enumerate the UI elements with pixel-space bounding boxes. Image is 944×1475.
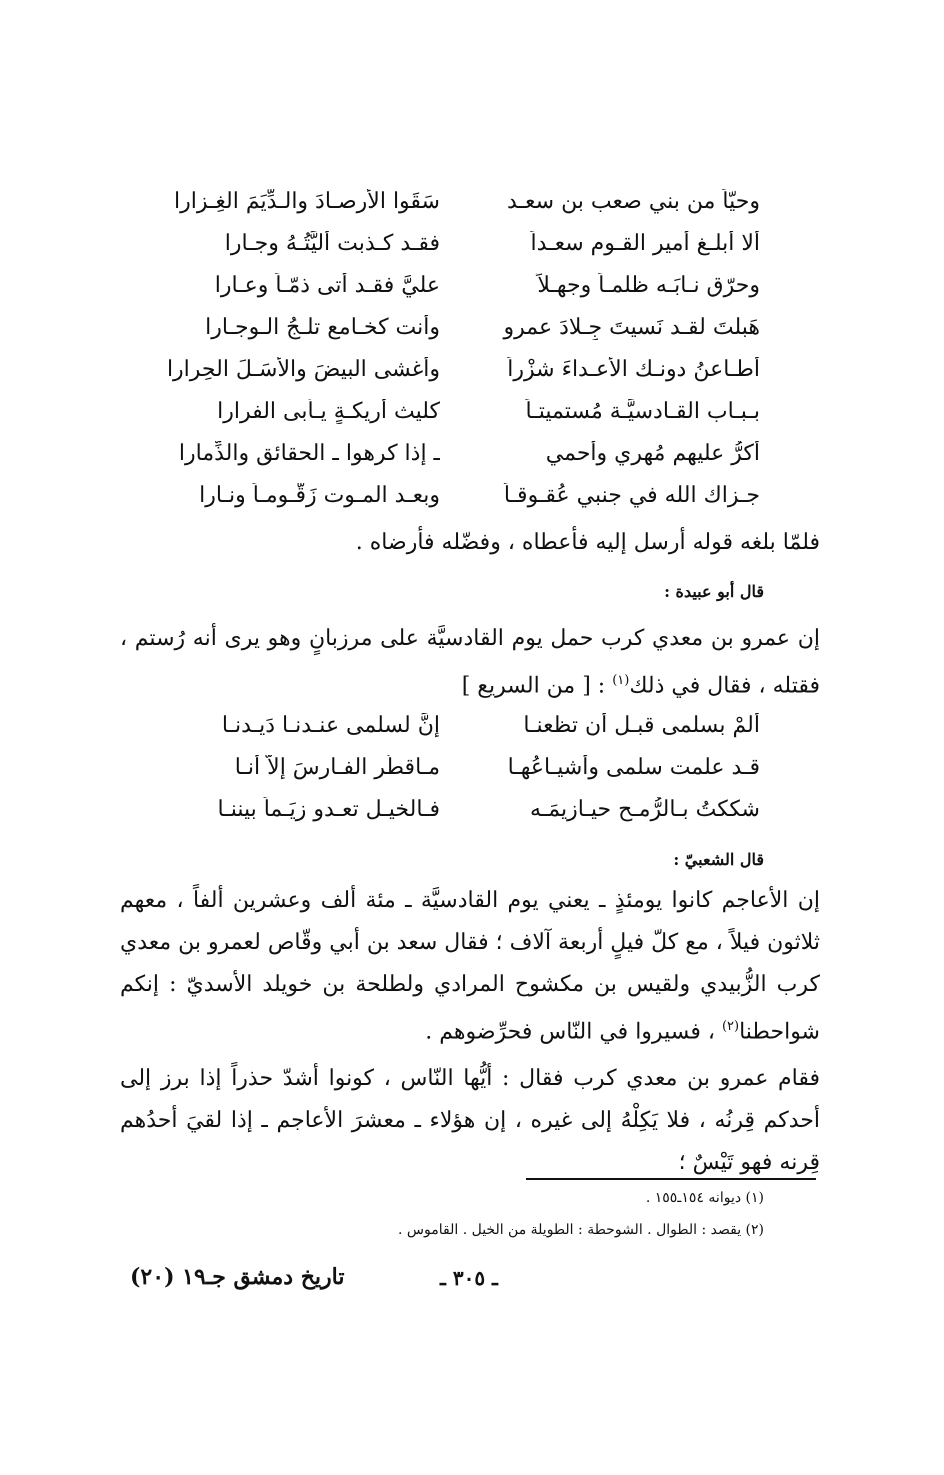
poem-2 (160, 704, 760, 830)
verse (160, 306, 760, 348)
running-title: تاريخ دمشق جـ١٩ (٢٠) (130, 1264, 345, 1290)
verse (160, 788, 760, 830)
footnote: (٢) يقصد : الطوال . الشوحطة : الطويلة من الخيل . القاموس . (398, 1222, 764, 1238)
hemistich-first: أكرُّ عليهم مُهري وأحمي (545, 440, 760, 466)
paragraph (120, 618, 820, 707)
hemistich-second: مـاقطّر الفـارسَ إلاّ أنـا (234, 754, 440, 780)
hemistich-second: وأغشى البيضَ والأسَـلَ الحِرارا (166, 356, 440, 382)
paragraph-text: ، فسيروا في النّاس فحرِّضوهم . (425, 1019, 722, 1045)
hemistich-first: ألا أبلـغ أمير القـوم سعـداً (530, 230, 760, 256)
hemistich-second: وأنت كخـامع تلـجُ الـوجـارا (205, 314, 440, 340)
verse (160, 704, 760, 746)
footnote-ref: (١) (612, 673, 630, 688)
hemistich-first: ألمْ بسلمى قبـل أن تظعنـا (523, 712, 760, 738)
hemistich-first: جـزاك الله في جنبي عُقـوقـاً (503, 482, 760, 508)
paragraph-text: إن عمرو بن معدي كرب حمل يوم القادسيَّة على مرزبانٍ وهو يرى أنه رُستم ، فقتله ، فقال في ذلك (120, 626, 820, 699)
verse (160, 264, 760, 306)
verse (160, 390, 760, 432)
verse (160, 180, 760, 222)
paragraph-text: فلمّا بلغه قوله أرسل إليه فأعطاه ، وفضّله فأرضاه . (355, 530, 820, 555)
section-heading: قال أبو عبيدة : (664, 582, 764, 601)
verse (160, 348, 760, 390)
page-number: ـ ٣٠٥ ـ (440, 1266, 498, 1290)
hemistich-second: سَقَوا الأرصـادَ والـدِّيَمَ الغِـزارا (174, 188, 440, 214)
paragraph-text: : [ من السريع ] (461, 673, 613, 699)
paragraph (120, 880, 820, 1053)
paragraph-text: فقام عمرو بن معدي كرب فقال : أيُّها النّاس ، كونوا أشدّ حذراً إذا برز إلى أحدكم قِرنُه ، فلا يَكِلْهُ إلى غيره ، إن هؤلاء ـ معشرَ الأعاجم ـ إذا لقيَ أحدُهم قِرنه فهو تَيْسٌ ؛ (120, 1066, 820, 1175)
hemistich-first: وحرّق نـابَـه ظلمـاً وجهـلاً (537, 272, 760, 298)
hemistich-first: بـبـاب القـادسيَّـة مُستميتـاً (525, 398, 760, 424)
footnote-divider (526, 1178, 816, 1180)
hemistich-second: إنَّ لسلمى عنـدنـا دَيـدنـا (221, 712, 440, 738)
hemistich-first: وحيّاً من بني صعب بن سعـد (507, 188, 760, 214)
verse (160, 432, 760, 474)
hemistich-second: ـ إذا كرهوا ـ الحقائق والذِّمارا (178, 440, 440, 466)
section-heading: قال الشعبيّ : (673, 850, 764, 869)
verse (160, 746, 760, 788)
hemistich-second: فـالخيـل تعـدو زِيَـماً بيننـا (217, 796, 440, 822)
verse (160, 474, 760, 516)
poem-1 (160, 180, 760, 516)
paragraph (120, 522, 820, 564)
footnote: (١) ديوانه ١٥٤ـ١٥٥ . (645, 1190, 764, 1206)
hemistich-second: عليَّ فقـد أتى ذمّـاً وعـارا (214, 272, 440, 298)
paragraph-text: إن الأعاجم كانوا يومئذٍ ـ يعني يوم القادسيَّة ـ مئة ألف وعشرين ألفاً ، معهم ثلاثون فيلاً ، مع كلّ فيلٍ أربعة آلاف ؛ فقال سعد بن أبي وقّاص لعمرو بن معدي كرب الزُّبيدي ولقيس بن مكشوح المرادي ولطلحة بن خويلد الأسديّ : إنكم شواحطنا (120, 888, 820, 1045)
paragraph (120, 1058, 820, 1184)
hemistich-first: شككتُ بـالرُّمـح حيـازيمَـه (530, 796, 760, 822)
hemistich-second: كليث أريكـةٍ يـأبى الفرارا (217, 398, 440, 424)
hemistich-second: فقـد كـذبت أليَّتُـهُ وجـارا (224, 230, 440, 256)
footnote-ref: (٢) (721, 1019, 740, 1034)
hemistich-first: هَبلتَ لقـد نَسيتَ جِـلادَ عمرو (503, 314, 760, 340)
hemistich-second: وبعـد المـوت زَقُّـومـاً ونـارا (199, 482, 440, 508)
hemistich-first: قـد علمت سلمى وأشيـاعُهـا (507, 754, 760, 780)
hemistich-first: أطـاعنُ دونـك الأعـداءَ شزْراً (507, 356, 760, 382)
verse (160, 222, 760, 264)
